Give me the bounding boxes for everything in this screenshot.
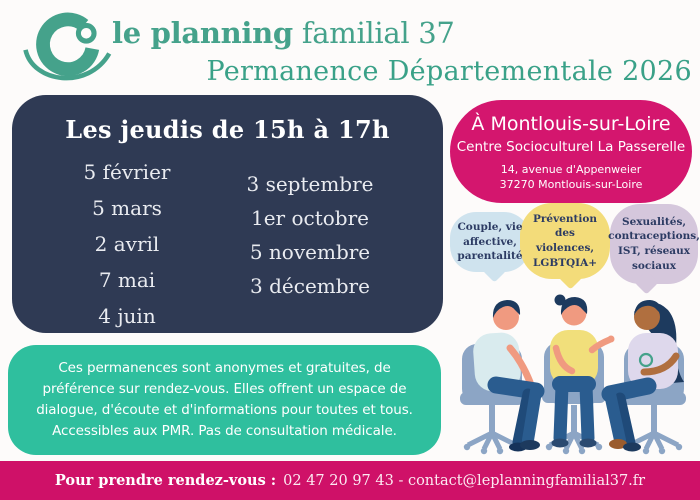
topic-label: Couple, vie affective, parentalité (457, 220, 523, 263)
date-item: 2 avril (94, 232, 160, 256)
date-item: 3 septembre (246, 172, 374, 196)
date-item: 4 juin (98, 304, 156, 328)
schedule-columns (12, 144, 443, 328)
person-lavender-shirt (609, 300, 684, 452)
date-item: 3 décembre (250, 274, 370, 298)
person-blue-shirt (472, 300, 540, 452)
footer-contact-bar (0, 461, 700, 500)
date-item: 7 mai (98, 268, 156, 292)
date-item: 5 février (83, 160, 171, 184)
poster-subtitle: Permanence Départementale 2026 (206, 56, 692, 87)
topic-label: Prévention des violences, LGBTQIA+ (532, 212, 598, 269)
location-address-line1: 14, avenue d'Appenweier (500, 163, 642, 176)
brand-title (112, 16, 455, 50)
date-item: 1er octobre (251, 206, 369, 230)
schedule-column-autumn (222, 172, 398, 328)
location-city: À Montlouis-sur-Loire (471, 113, 671, 135)
location-card (450, 100, 692, 203)
brand-title-regular: familial 37 (301, 16, 455, 50)
schedule-column-spring (52, 160, 202, 328)
topic-label: Sexualités, contraceptions, IST, réseaux sociaux (608, 215, 700, 272)
footer-label: Pour prendre rendez-vous : (54, 472, 277, 489)
topic-bubble-violences (520, 203, 610, 279)
footer-contact: 02 47 20 97 43 - contact@leplanningfamilial37.fr (283, 472, 646, 489)
planning-familial-logo-icon (20, 5, 112, 91)
topic-bubble-couple (450, 212, 530, 272)
date-item: 5 novembre (249, 240, 371, 264)
people-illustration (448, 288, 700, 460)
info-box (8, 345, 441, 455)
topic-bubble-sexualites (610, 204, 698, 284)
brand-title-bold: le planning (112, 16, 293, 50)
person-yellow-shirt (550, 295, 615, 448)
location-address-line2: 37270 Montlouis-sur-Loire (499, 178, 643, 192)
schedule-box (12, 95, 443, 333)
info-text: Ces permanences sont anonymes et gratuites, de préférence sur rendez-vous. Elles offrent un espace de dialogue, d'écoute et d'informations pour toutes et tous. Accessibles aux PMR. Pas de consultation médicale. (36, 360, 413, 439)
date-item: 5 mars (92, 196, 162, 220)
schedule-title: Les jeudis de 15h à 17h (65, 115, 390, 144)
location-venue: Centre Socioculturel La Passerelle (456, 139, 686, 155)
